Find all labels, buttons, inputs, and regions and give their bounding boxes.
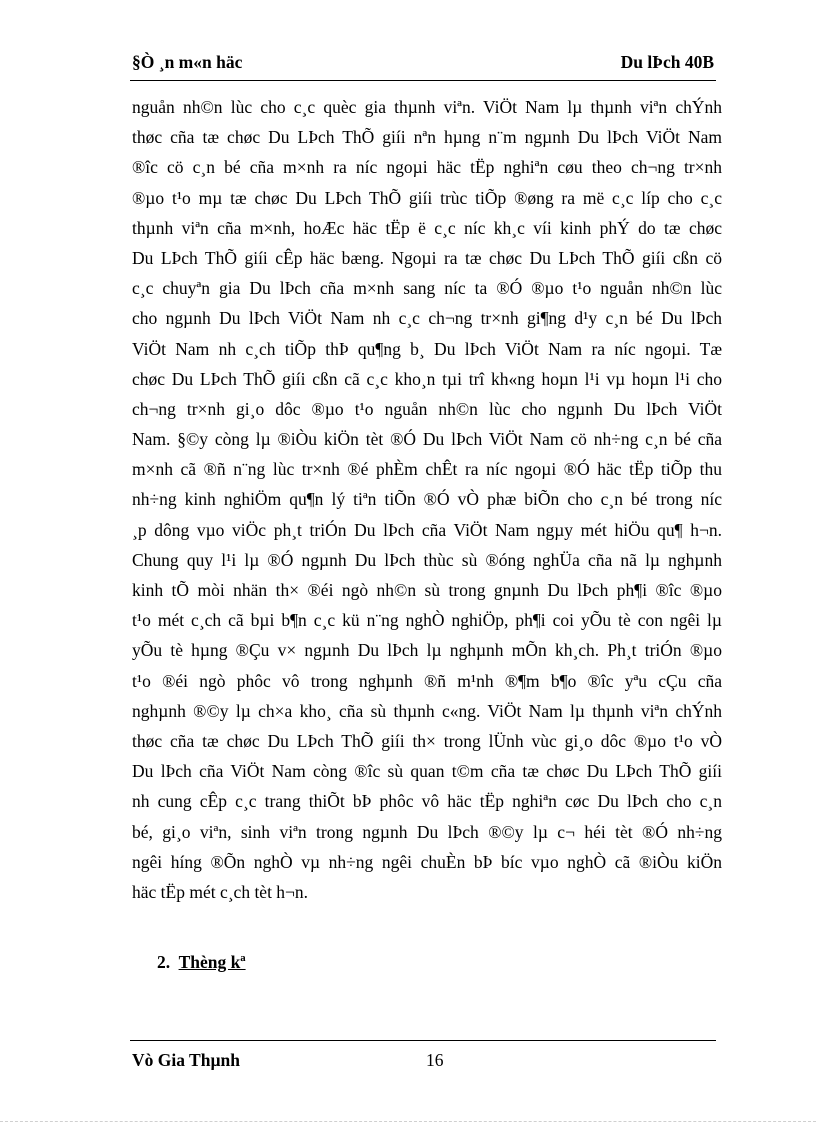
page-edge <box>0 1121 816 1122</box>
body-text <box>132 92 722 907</box>
footer-author: Vò Gia Thµnh <box>132 1050 240 1070</box>
body-line: ®µo t¹o mµ tæ chøc Du LÞch ThÕ giíi trùc tiÕp ®øng ra më c¸c líp cho c¸c <box>132 187 722 208</box>
body-line: thøc cña tæ chøc Du LÞch ThÕ giíi nªn hµng n¨m ngµnh Du lÞch ViÖt Nam <box>132 127 722 148</box>
body-line: thøc cña tæ chøc Du LÞch ThÕ giíi th× trong lÜnh vùc gi¸o dôc ®µo t¹o vÒ <box>132 730 722 751</box>
body-line: t¹o ®éi ngò phôc vô trong nghµnh ®ñ m¹nh ®¶m b¶o ®îc yªu cÇu cña <box>132 670 722 691</box>
body-line: ngêi híng ®Õn nghÒ vµ nh÷ng ngêi chuÈn bÞ bíc vµo nghÒ cã ®iÒu kiÖn <box>132 851 722 872</box>
body-line: häc tËp mét c¸ch tèt h¬n. <box>132 881 309 902</box>
page-number: 16 <box>426 1050 444 1070</box>
page-header <box>132 52 714 74</box>
body-line: Nam. §©y còng lµ ®iÒu kiÖn tèt ®Ó Du lÞch ViÖt Nam cö nh÷ng c¸n bé cña <box>132 429 722 450</box>
body-line: thµnh viªn cña m×nh, hoÆc häc tËp ë c¸c níc kh¸c víi kinh phÝ do tæ chøc <box>132 217 722 238</box>
body-line: chøc Du LÞch ThÕ giíi cßn cã c¸c kho¸n tµi trî kh«ng hoµn l¹i vµ hoµn l¹i cho <box>132 368 722 389</box>
header-rule <box>130 80 716 81</box>
body-line: ch¬ng tr×nh gi¸o dôc ®µo t¹o nguån nh©n lùc cho ngµnh Du lÞch ViÖt <box>132 398 722 419</box>
body-line: nghµnh ®©y lµ ch×a kho¸ cña sù thµnh c«ng. ViÖt Nam lµ thµnh viªn chÝnh <box>132 700 722 721</box>
footer-rule <box>130 1040 716 1041</box>
body-line: bé, gi¸o viªn, sinh viªn trong ngµnh Du lÞch ®©y lµ c¬ héi tèt ®Ó nh÷ng <box>132 821 722 842</box>
header-document-title: §Ò ¸n m«n häc <box>132 52 243 72</box>
header-class-name: Du lÞch 40B <box>620 52 714 72</box>
section-heading <box>157 952 246 973</box>
body-line: ¸p dông vµo viÖc ph¸t triÓn Du lÞch cña ViÖt Nam ngµy mét hiÖu qu¶ h¬n. <box>132 519 722 540</box>
body-line: kinh tÕ mòi nhän th× ®éi ngò nh©n sù trong gnµnh Du lÞch ph¶i ®îc ®µo <box>132 580 722 600</box>
body-line: nh cung cÊp c¸c trang thiÕt bÞ phôc vô häc tËp nghiªn cøc Du lÞch cho c¸n <box>132 791 722 812</box>
body-line: Chung quy l¹i lµ ®Ó ngµnh Du lÞch thùc sù ®óng nghÜa cña nã lµ nghµnh <box>132 549 722 570</box>
body-line: cho ngµnh Du lÞch ViÖt Nam nh c¸c ch¬ng tr×nh gi¶ng d¹y c¸n bé Du lÞch <box>132 308 722 329</box>
section-number: 2. <box>157 952 171 972</box>
body-line: t¹o mét c¸ch cã bµi b¶n c¸c kü n¨ng nghÒ nghiÖp, ph¶i coi yÕu tè con ngêi lµ <box>132 610 722 631</box>
body-line: ViÖt Nam nh c¸ch tiÕp thÞ qu¶ng b¸ Du lÞch ViÖt Nam ra níc ngoµi. Tæ <box>132 338 722 359</box>
section-title: Thèng kª <box>178 952 246 972</box>
body-line: yÕu tè hµng ®Çu v× ngµnh Du lÞch lµ nghµnh mÕn kh¸ch. Ph¸t triÓn ®µo <box>132 640 722 661</box>
body-line: nh÷ng kinh nghiÖm qu¶n lý tiªn tiÕn ®Ó vÒ phæ biÕn cho c¸n bé trong níc <box>132 489 722 510</box>
body-line: Du LÞch ThÕ giíi cÊp häc bæng. Ngoµi ra tæ chøc Du LÞch ThÕ giíi cßn cö <box>132 247 722 268</box>
body-line: Du lÞch cña ViÖt Nam còng ®îc sù quan t©m cña tæ chøc Du LÞch ThÕ giíi <box>132 761 722 782</box>
body-line: m×nh cã ®ñ n¨ng lùc tr×nh ®é phÈm chÊt ra níc ngoµi ®Ó häc tËp tiÕp thu <box>132 459 722 480</box>
body-line: c¸c chuyªn gia Du lÞch cña m×nh sang níc ta ®Ó ®µo t¹o nguån nh©n lùc <box>132 278 722 299</box>
body-line: nguån nh©n lùc cho c¸c quèc gia thµnh viªn. ViÖt Nam lµ thµnh viªn chÝnh <box>132 97 722 117</box>
body-line: ®îc cö c¸n bé cña m×nh ra níc ngoµi häc tËp nghiªn cøu theo ch¬ng tr×nh <box>132 157 722 178</box>
